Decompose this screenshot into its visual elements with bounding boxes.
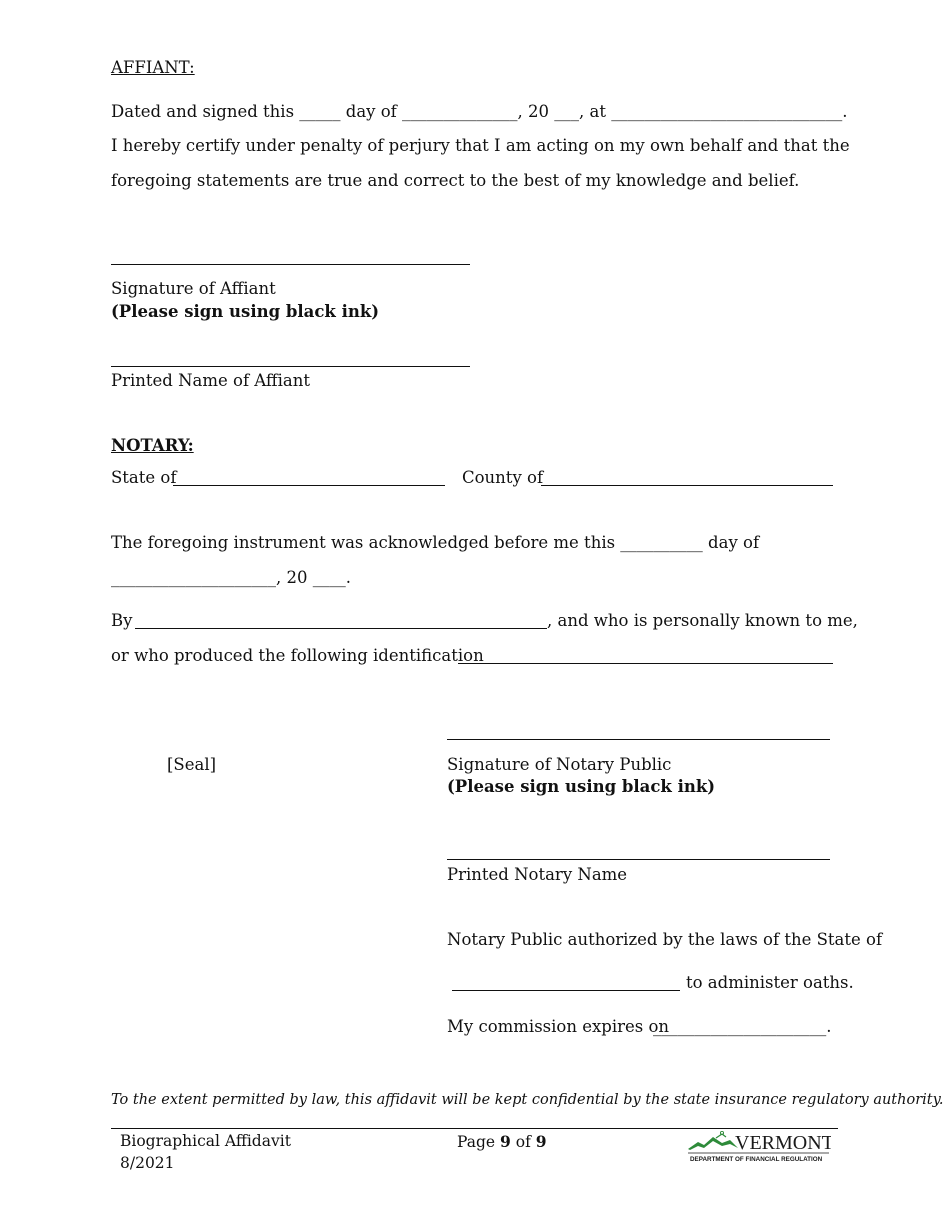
notary-signature-note: (Please sign using black ink) [447,777,716,796]
logo-subtext: DEPARTMENT OF FINANCIAL REGULATION [690,1156,823,1163]
county-label: County of [462,468,544,487]
notary-signature-line[interactable] [447,739,830,740]
mountain-logo-icon [686,1129,831,1165]
authorized-line: Notary Public authorized by the laws of the State of [447,930,883,949]
affiant-printed-name-label: Printed Name of Affiant [111,371,311,390]
identification-label: or who produced the following identification [111,646,484,665]
identification-field-line[interactable] [458,663,833,664]
by-label: By [111,611,133,630]
commission-date-blank[interactable]: _____________________. [653,1017,832,1036]
notary-signature-label: Signature of Notary Public [447,755,672,774]
vermont-dfr-logo [686,1129,831,1165]
footer-doc-date: 8/2021 [120,1154,175,1172]
notary-heading: NOTARY: [111,436,194,455]
affiant-signature-label: Signature of Affiant [111,279,276,298]
notary-printed-name-label: Printed Notary Name [447,865,628,884]
notary-printed-name-line[interactable] [447,859,830,860]
affiant-heading: AFFIANT: [111,58,195,77]
affiant-signature-note: (Please sign using black ink) [111,302,380,321]
commission-label: My commission expires on [447,1017,670,1036]
page-prefix: Page [457,1133,496,1151]
state-field-line[interactable] [173,485,445,486]
page-total: 9 [535,1132,547,1151]
acknowledged-line: The foregoing instrument was acknowledged before me this __________ day of [111,533,760,552]
seal-label: [Seal] [167,755,217,774]
logo-wordmark: VERMONT [735,1132,831,1154]
page-of: of [515,1133,531,1151]
by-name-line[interactable] [135,628,547,629]
page-number [457,1132,547,1151]
oaths-suffix: to administer oaths. [686,973,854,992]
acknowledged-date-line: ____________________, 20 ____. [111,568,351,587]
county-field-line[interactable] [541,485,833,486]
dated-signed-line: Dated and signed this _____ day of ______________, 20 ___, at ____________________________. [111,102,848,121]
state-label: State of [111,468,177,487]
authorizing-state-line[interactable] [452,990,680,991]
affiant-signature-line[interactable] [111,264,470,265]
certify-line-1: I hereby certify under penalty of perjury that I am acting on my own behalf and that the [111,136,850,155]
certify-line-2: foregoing statements are true and correct to the best of my knowledge and belief. [111,171,800,190]
affiant-printed-name-line[interactable] [111,366,470,367]
by-suffix: , and who is personally known to me, [547,611,858,630]
page-current: 9 [500,1132,511,1151]
confidentiality-note: To the extent permitted by law, this affidavit will be kept confidential by the state insurance regulatory authority. [111,1092,944,1108]
footer-doc-title: Biographical Affidavit [120,1132,291,1150]
